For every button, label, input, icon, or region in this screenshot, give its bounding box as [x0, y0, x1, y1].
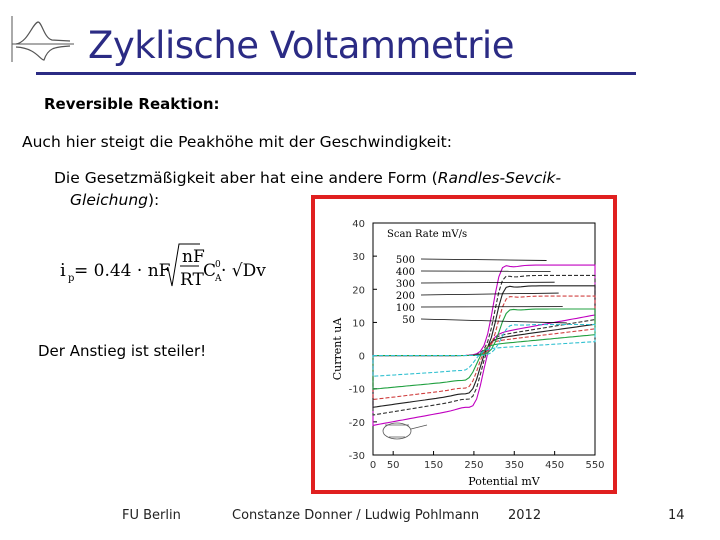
y-tick-label: 20	[352, 285, 365, 297]
formula-coef: = 0.44 · nF	[74, 261, 171, 281]
footer-institution: FU Berlin	[122, 508, 181, 523]
x-tick-label: 350	[504, 460, 524, 471]
x-tick-label: 150	[423, 460, 444, 471]
x-tick-label: 450	[545, 460, 565, 471]
formula-conc-sub: A	[215, 274, 222, 284]
legend-label-300: 300	[395, 279, 415, 290]
footer-page-number: 14	[668, 508, 685, 523]
legend-pointer-500	[421, 259, 547, 260]
body-text-2-prefix: Die Gesetzmäßigkeit aber hat eine andere Form (	[54, 169, 438, 187]
apparatus-sketch-lines	[385, 425, 427, 437]
formula-tail: · √Dv	[221, 261, 266, 281]
body-text-2	[54, 169, 561, 187]
legend-label-100: 100	[395, 303, 415, 314]
legend-label-200: 200	[395, 291, 415, 302]
formula-frac-den: RT	[180, 270, 204, 290]
x-tick-label: 0	[369, 460, 377, 471]
formula-conc-sup: 0	[215, 260, 221, 270]
x-tick-label: 550	[585, 460, 605, 471]
y-tick-label: 30	[352, 252, 365, 264]
body-text-2b-italic: Gleichung	[70, 191, 148, 209]
y-tick-label: 40	[352, 219, 365, 230]
formula-lhs: i	[60, 260, 66, 281]
body-text-1: Auch hier steigt die Peakhöhe mit der Geschwindigkeit:	[22, 133, 452, 151]
y-tick-label: 10	[352, 318, 365, 330]
y-tick-label: -10	[348, 384, 365, 396]
y-tick-label: 0	[358, 351, 365, 363]
legend-pointer-300	[421, 282, 555, 283]
y-tick-label: -30	[348, 451, 365, 462]
y-axis-label: Current uA	[331, 317, 344, 381]
formula-lhs-sub: p	[68, 273, 75, 284]
footer-authors: Constanze Donner / Ludwig Pohlmann	[232, 508, 480, 523]
x-tick-label: 250	[464, 460, 484, 471]
body-text-2-italic: Randles-Sevcik-	[437, 169, 562, 187]
legend-label-50: 50	[402, 315, 415, 326]
y-tick-label: -20	[348, 417, 365, 429]
legend-pointer-200	[421, 293, 559, 295]
formula-frac-num: nF	[182, 247, 205, 267]
body-text-2-cont	[70, 191, 159, 209]
cv-logo-icon	[8, 14, 78, 64]
legend-label-400: 400	[395, 267, 415, 278]
title-underline	[36, 72, 636, 75]
x-axis-label: Potential mV	[468, 475, 540, 488]
x-tick-label: 50	[386, 460, 400, 471]
legend-label-500: 500	[395, 255, 415, 266]
randles-sevcik-formula	[58, 240, 268, 292]
note-text: Der Anstieg ist steiler!	[38, 342, 207, 360]
subtitle: Reversible Reaktion:	[44, 95, 220, 113]
legend-title: Scan Rate mV/s	[387, 229, 468, 240]
cv-chart	[315, 199, 613, 490]
body-text-2b-suffix: ):	[148, 191, 160, 209]
formula-conc: C	[203, 261, 217, 281]
page-title: Zyklische Voltammetrie	[88, 24, 514, 67]
footer-year: 2012	[508, 508, 542, 523]
legend-pointer-50	[421, 319, 567, 323]
